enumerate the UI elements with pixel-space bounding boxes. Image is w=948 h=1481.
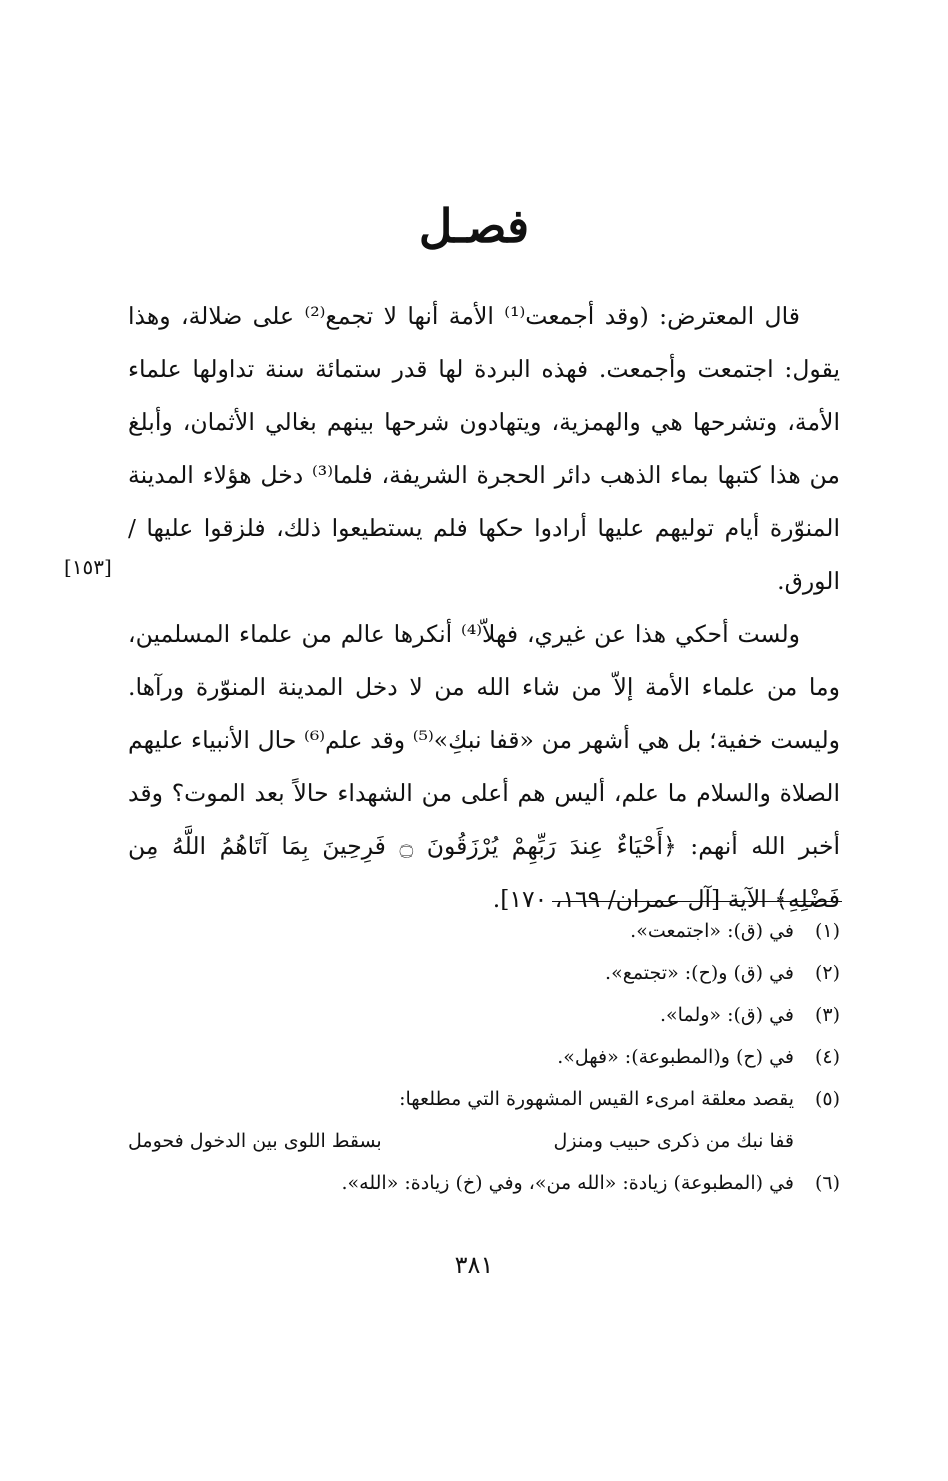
footnote-number: (١)	[814, 920, 840, 942]
footnote-text: في (ح) و(المطبوعة): «فهل».	[557, 1046, 794, 1068]
footnote-number: (٤)	[814, 1046, 840, 1068]
footnote-text: في (المطبوعة) زيادة: «الله من»، وفي (خ) زيادة: «الله».	[341, 1172, 794, 1194]
footnote-number: (٦)	[814, 1172, 840, 1194]
footnote	[128, 910, 840, 952]
poem-first-hemistich: قفا نبك من ذكرى حبيب ومنزل	[553, 1130, 794, 1152]
footnotes	[128, 910, 840, 1204]
poem-second-hemistich: بسقط اللوى بين الدخول فحومل	[128, 1130, 382, 1152]
footnote-number: (٣)	[814, 1004, 840, 1026]
footnote-text: في (ق) و(ح): «تجتمع».	[605, 962, 794, 984]
page-number: ٣٨١	[454, 1251, 494, 1279]
paragraph-1: قال المعترض: (وقد أجمعت⁽¹⁾ الأمة أنها لا تجمع⁽²⁾ على ضلالة، وهذا يقول: اجتمعت وأجمعت. فهذه البردة لها قدر ستمائة سنة تداولها علماء الأمة، وتشرحها هي والهمزية، ويتهادون شرحها بينهم بغالي الأثمان، وأبلغ من هذا كتبها بماء الذهب دائر الحجرة الشريفة، فلما⁽³⁾ دخل هؤلاء المدينة المنوّرة أيام توليهم عليها أرادوا حكها فلم يستطيعوا ذلك، فلزقوا عليها / الورق.	[128, 302, 840, 595]
footnote	[128, 1036, 840, 1078]
footnote-text: يقصد معلقة امرىء القيس المشهورة التي مطلعها:	[399, 1088, 794, 1110]
main-text	[128, 290, 840, 926]
footnote	[128, 1078, 840, 1120]
footnote-text: في (ق): «اجتمعت».	[630, 920, 794, 942]
footnote	[128, 1162, 840, 1204]
footnote-number: (٥)	[814, 1088, 840, 1110]
poem-verse	[128, 1120, 840, 1162]
footnote	[128, 994, 840, 1036]
footnote	[128, 952, 840, 994]
footnote-separator	[552, 901, 842, 902]
footnote-number: (٢)	[814, 962, 840, 984]
section-heading: فصـل	[418, 199, 530, 253]
manuscript-page-reference: [١٥٣]	[64, 555, 112, 579]
paragraph-2: ولست أحكي هذا عن غيري، فهلاّ⁽⁴⁾ أنكرها عالم من علماء المسلمين، وما من علماء الأمة إلاّ من شاء الله من لا دخل المدينة المنوّرة ورآها. وليست خفية؛ بل هي أشهر من «قفا نبكِ»⁽⁵⁾ وقد علم⁽⁶⁾ حال الأنبياء عليهم الصلاة والسلام ما علم، أليس هم أعلى من الشهداء حالاً بعد الموت؟ وقد أخبر الله أنهم: ﴿أَحْيَاءٌ عِندَ رَبِّهِمْ يُرْزَقُونَ ۝ فَرِحِينَ بِمَا آتَاهُمُ اللَّهُ مِن فَضْلِهِ﴾ الآية [آل عمران/ ١٦٩، ١٧٠].	[128, 620, 841, 913]
footnote-text: في (ق): «ولما».	[660, 1004, 794, 1026]
